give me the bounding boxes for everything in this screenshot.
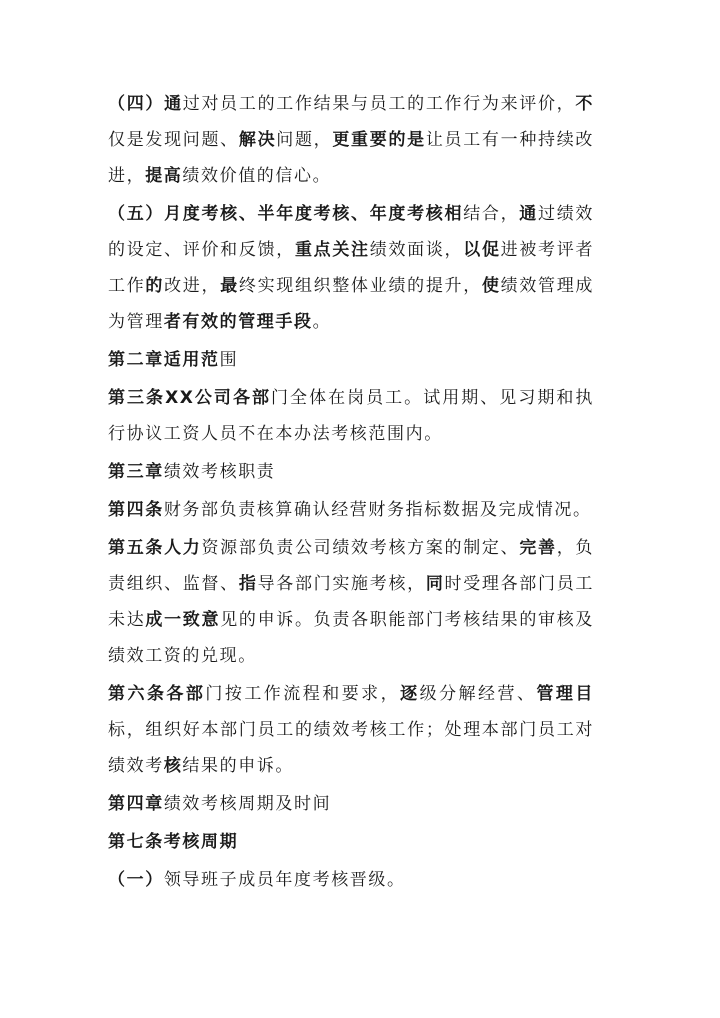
text-run: 结合， xyxy=(463,204,520,224)
text-run: 更重要的是 xyxy=(332,130,426,150)
text-run: 让员工有一种持续改进， xyxy=(108,130,595,186)
text-run: 过绩效的设定、评价和反馈， xyxy=(108,204,594,260)
text-run: 改进， xyxy=(164,276,221,296)
text-run: 绩效价值的信心。 xyxy=(182,166,332,186)
text-run: 通 xyxy=(519,204,538,224)
text-run: 绩效管理成为管理 xyxy=(108,276,594,332)
text-run: 财务部负责核算确认经营财务指标数据及完成情况。 xyxy=(163,500,592,520)
text-run: 门全体在岗员工。试用期、见习期和执行协议工资人员不在本办法考核范围内。 xyxy=(108,388,594,444)
text-run: 第三章 xyxy=(108,462,164,482)
text-run: 绩效考核周期及时间 xyxy=(163,794,332,814)
text-run: 重点关注 xyxy=(294,240,370,260)
chapter-4-heading xyxy=(108,786,594,822)
text-run: 指 xyxy=(238,574,258,594)
text-run: 不 xyxy=(575,94,594,114)
text-run: 者有效的管理手段 xyxy=(163,312,313,332)
text-run: 月度考核、半年度考核、年度考核相 xyxy=(164,204,464,224)
text-run: 第二章适用范 xyxy=(108,350,220,370)
text-run: 终实现组织整体业绩的提升， xyxy=(238,276,482,296)
text-run: （五） xyxy=(108,204,165,224)
text-run: 第四条 xyxy=(108,500,164,520)
article-5 xyxy=(108,530,594,674)
text-run: 绩效面谈， xyxy=(369,240,464,260)
text-run: （一） xyxy=(108,870,164,890)
article-7-item-1 xyxy=(108,862,594,898)
text-run: 第五条人力 xyxy=(108,538,202,558)
text-run: 导各部门实施考核， xyxy=(257,574,426,594)
text-run: 结果的申诉。 xyxy=(182,756,295,776)
text-run: 过对员工的工作结果与员工的工作行为来评价， xyxy=(182,94,576,114)
article-4 xyxy=(108,492,594,528)
paragraph-item-5 xyxy=(108,196,594,340)
text-run: 时受理各部门员工未达 xyxy=(108,574,594,630)
text-run: 第六条各部 xyxy=(108,684,206,704)
chapter-2-heading xyxy=(108,342,594,378)
text-run: 使 xyxy=(481,276,501,296)
text-run: 第四章 xyxy=(108,794,164,814)
text-run: 问题， xyxy=(276,130,333,150)
text-run: 核 xyxy=(163,756,183,776)
article-6 xyxy=(108,676,594,784)
text-run: 见的申诉。负责各职能部门考核结果的审核及绩效工资的兑现。 xyxy=(108,610,595,666)
text-run: 的 xyxy=(145,276,165,296)
text-run: ，负责组织、监督、 xyxy=(108,538,595,594)
article-3 xyxy=(108,380,594,452)
document-page xyxy=(108,86,594,898)
text-run: 管理目 xyxy=(536,684,595,704)
chapter-3-heading xyxy=(108,454,594,490)
text-run: 仅是发现问题、 xyxy=(108,130,239,150)
text-run: 通 xyxy=(164,94,183,114)
text-run: 以促 xyxy=(463,240,501,260)
text-run: 围 xyxy=(219,350,239,370)
text-run: 级分解经营、 xyxy=(419,684,537,704)
text-run: 第七条考核周期 xyxy=(108,832,239,852)
text-run: 成一致意 xyxy=(145,610,221,630)
paragraph-item-4 xyxy=(108,86,594,194)
text-run: 领导班子成员年度考核晋级。 xyxy=(163,870,406,890)
text-run: 最 xyxy=(220,276,239,296)
text-run: 资源部负责公司绩效考核方案的制定、 xyxy=(201,538,520,558)
text-run: 解决 xyxy=(238,130,277,150)
text-run: （四） xyxy=(108,94,165,114)
text-run: 逐 xyxy=(400,684,420,704)
text-run: 标，组织好本部门员工的绩效考核工作；处理本部门员工对绩效考 xyxy=(108,720,594,776)
text-run: 门按工作流程和要求， xyxy=(205,684,401,704)
article-7 xyxy=(108,824,594,860)
text-run: 提高 xyxy=(145,166,183,186)
text-run: 完善 xyxy=(519,538,557,558)
text-run: 绩效考核职责 xyxy=(163,462,276,482)
text-run: 。 xyxy=(312,312,332,332)
text-run: 同 xyxy=(425,574,445,594)
text-run: 第三条XX公司各部 xyxy=(108,388,272,408)
text-run: 进被考评者工作 xyxy=(108,240,595,296)
